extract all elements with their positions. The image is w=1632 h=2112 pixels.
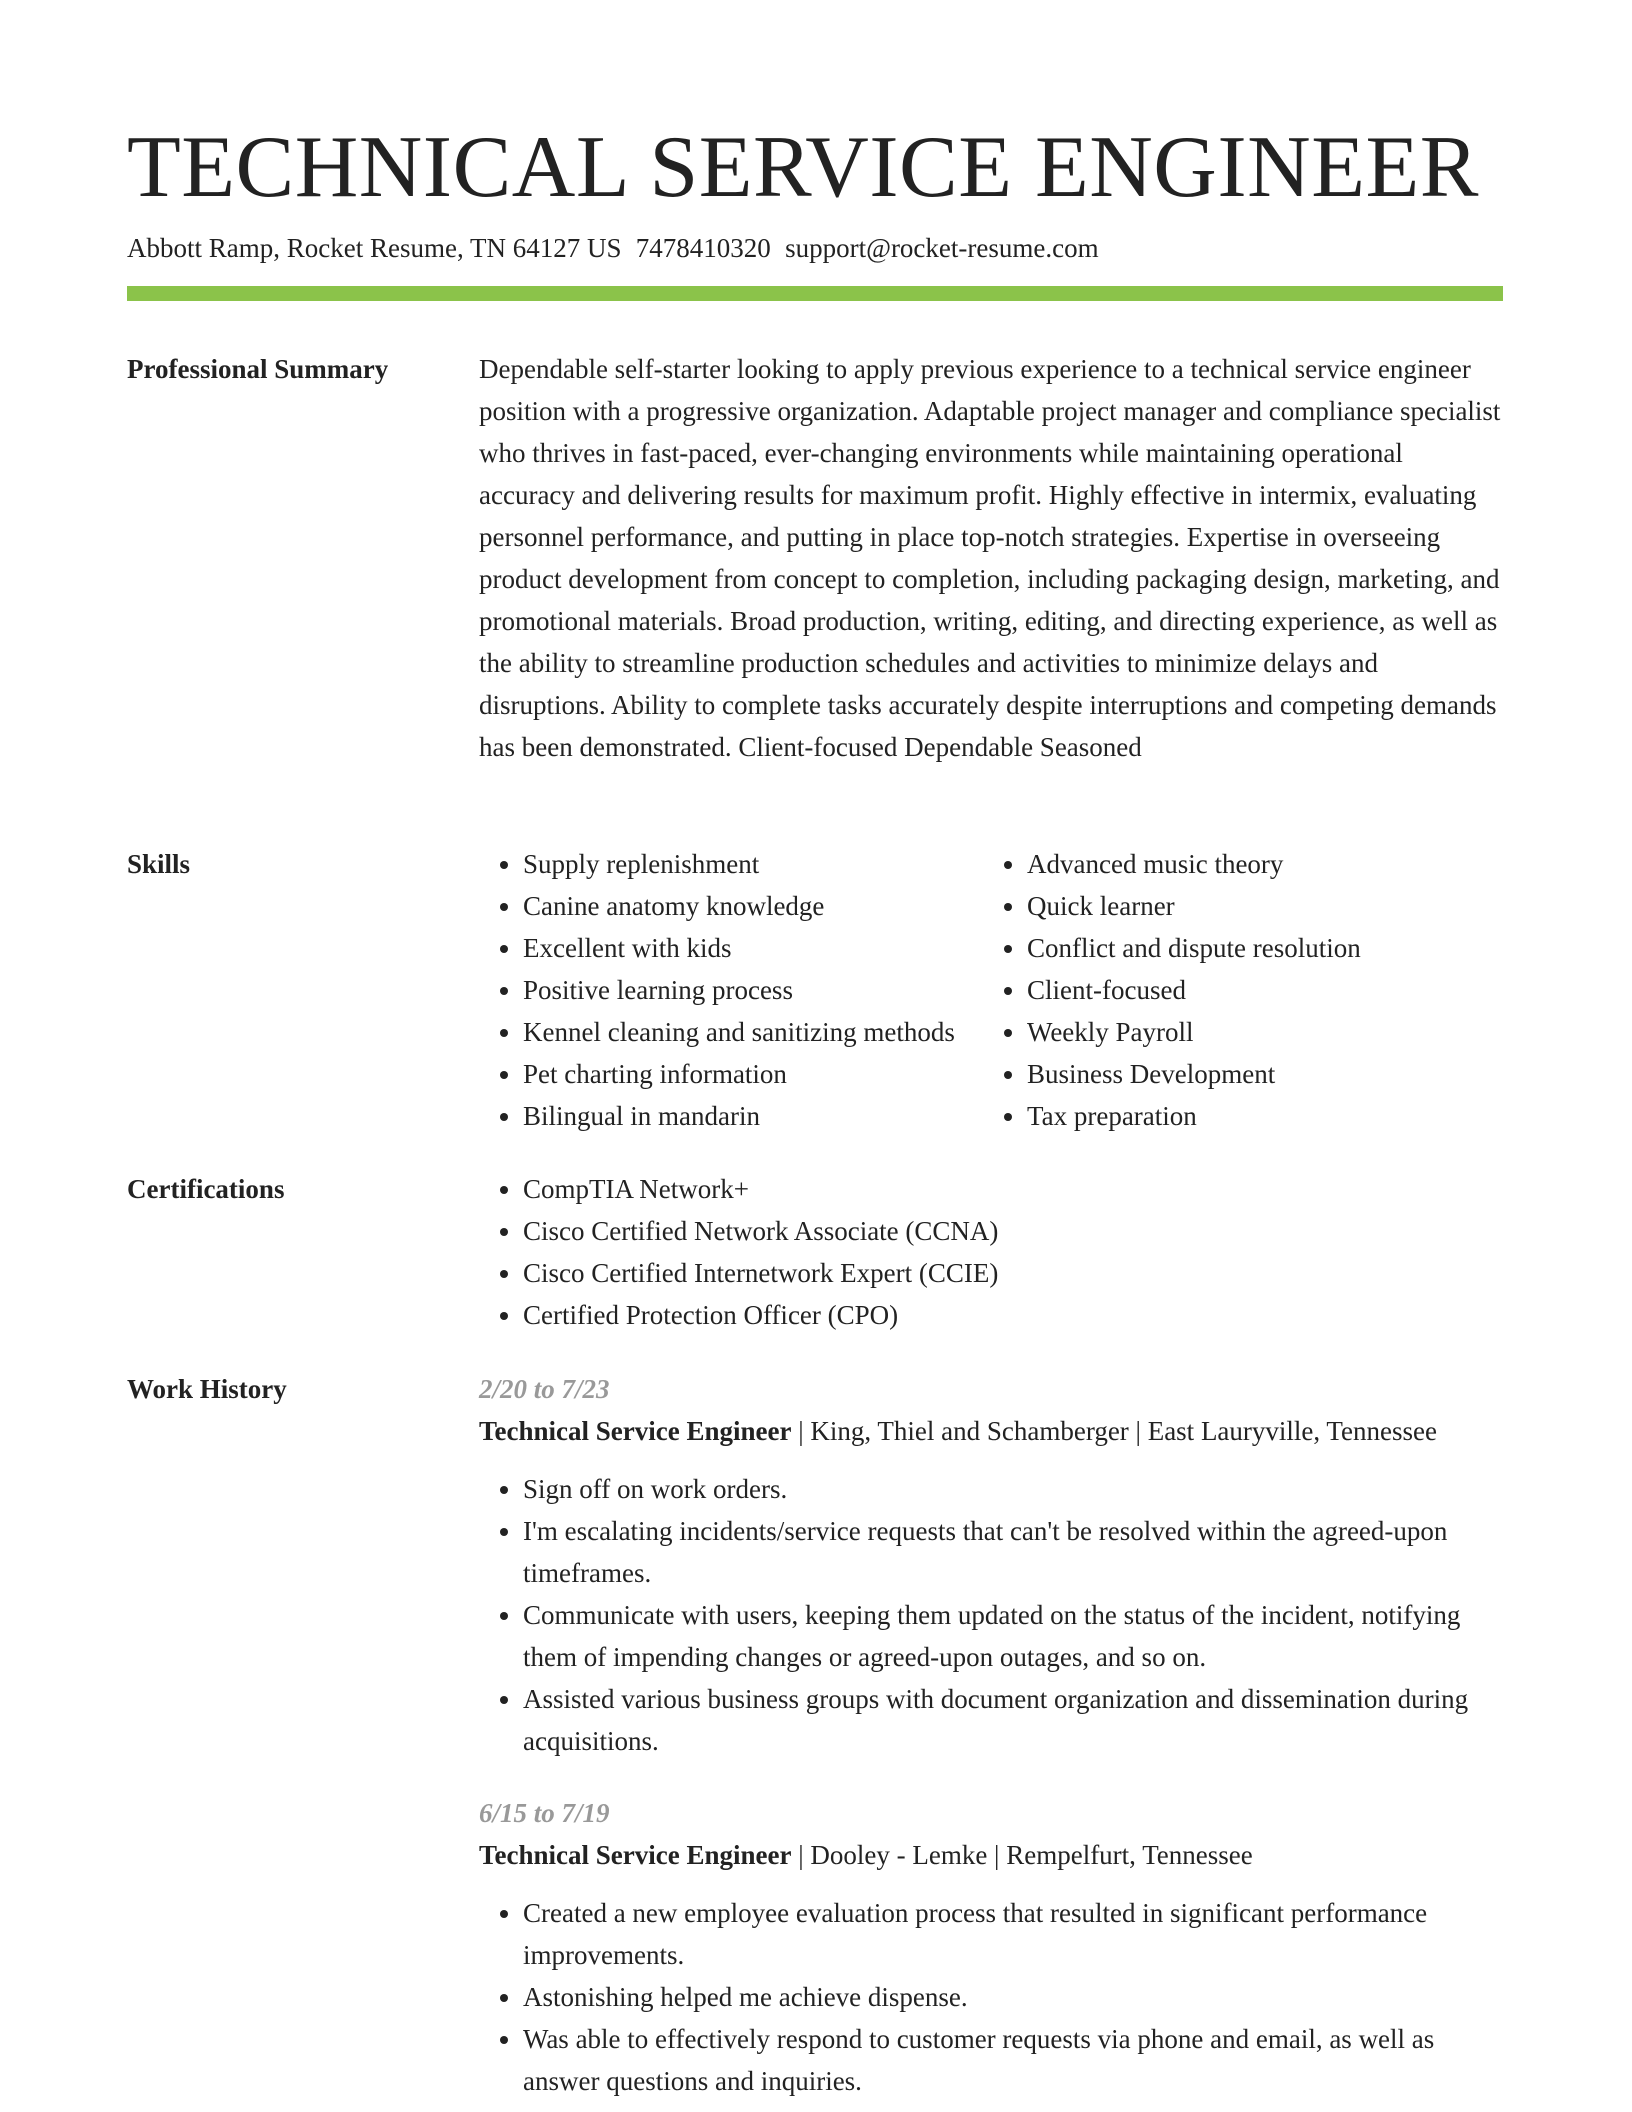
skill-item: • Client-focused bbox=[1027, 969, 1487, 1011]
job-bullets bbox=[479, 1468, 1503, 1762]
skill-item: • Weekly Payroll bbox=[1027, 1011, 1487, 1053]
certification-item: • Certified Protection Officer (CPO) bbox=[523, 1294, 1503, 1336]
job-entry bbox=[479, 1792, 1503, 2102]
summary-text: Dependable self-starter looking to apply previous experience to a technical service engineer position with a progressive organization. Adaptable project manager and compliance specialist who thrives in fast-paced, ever-changing environments while maintaining operational accuracy and delivering results for maximum profit. Highly effective in intermix, evaluating personnel performance, and putting in place top-notch strategies. Expertise in overseeing product development from concept to completion, including packaging design, marketing, and promotional materials. Broad production, writing, editing, and directing experience, as well as the ability to streamline production schedules and activities to minimize delays and disruptions. Ability to complete tasks accurately despite interruptions and competing demands has been demonstrated. Client-focused Dependable Seasoned bbox=[479, 354, 1501, 762]
skills-body bbox=[479, 843, 1503, 1137]
skill-item: • Quick learner bbox=[1027, 885, 1487, 927]
job-bullet: • Sign off on work orders. bbox=[523, 1468, 1503, 1510]
job-bullet: • Was able to effectively respond to customer requests via phone and email, as well as answer questions and inquiries. bbox=[523, 2018, 1503, 2102]
job-title: Technical Service Engineer bbox=[479, 1840, 792, 1870]
skill-item: • Conflict and dispute resolution bbox=[1027, 927, 1487, 969]
job-entry bbox=[479, 1368, 1503, 1762]
summary-heading: Professional Summary bbox=[127, 354, 389, 384]
skills-list-left bbox=[479, 843, 983, 1137]
contact-address: Abbott Ramp, Rocket Resume, TN 64127 US bbox=[127, 233, 622, 263]
certifications-body bbox=[479, 1168, 1503, 1336]
skill-item: • Canine anatomy knowledge bbox=[523, 885, 983, 927]
summary-body bbox=[479, 348, 1503, 768]
header-divider bbox=[127, 286, 1503, 301]
skills-list-right bbox=[983, 843, 1487, 1137]
job-title: Technical Service Engineer bbox=[479, 1416, 792, 1446]
skills-heading: Skills bbox=[127, 849, 191, 879]
certification-item: • CompTIA Network+ bbox=[523, 1168, 1503, 1210]
certification-item: • Cisco Certified Network Associate (CCNA) bbox=[523, 1210, 1503, 1252]
skill-item: • Kennel cleaning and sanitizing methods bbox=[523, 1011, 983, 1053]
skill-item: • Positive learning process bbox=[523, 969, 983, 1011]
skill-item: • Business Development bbox=[1027, 1053, 1487, 1095]
skill-item: • Tax preparation bbox=[1027, 1095, 1487, 1137]
contact-email: support@rocket-resume.com bbox=[785, 233, 1099, 263]
job-bullet: • I'm escalating incidents/service requests that can't be resolved within the agreed-upon timeframes. bbox=[523, 1510, 1503, 1594]
job-bullet: • Astonishing helped me achieve dispense. bbox=[523, 1976, 1503, 2018]
skill-item: • Excellent with kids bbox=[523, 927, 983, 969]
skill-item: • Supply replenishment bbox=[523, 843, 983, 885]
certification-item: • Cisco Certified Internetwork Expert (CCIE) bbox=[523, 1252, 1503, 1294]
job-title-line bbox=[479, 1410, 1503, 1452]
skill-item: • Bilingual in mandarin bbox=[523, 1095, 983, 1137]
job-details: | Dooley - Lemke | Rempelfurt, Tennessee bbox=[798, 1840, 1253, 1870]
job-bullet: • Assisted various business groups with document organization and dissemination during acquisitions. bbox=[523, 1678, 1503, 1762]
certifications-heading: Certifications bbox=[127, 1174, 285, 1204]
resume-title: TECHNICAL SERVICE ENGINEER bbox=[127, 119, 1479, 216]
job-title-line bbox=[479, 1834, 1503, 1876]
job-dates: 6/15 to 7/19 bbox=[479, 1798, 610, 1828]
job-bullets bbox=[479, 1892, 1503, 2102]
contact-phone: 7478410320 bbox=[635, 233, 771, 263]
job-dates: 2/20 to 7/23 bbox=[479, 1374, 610, 1404]
work-history-heading: Work History bbox=[127, 1374, 287, 1404]
job-bullet: • Communicate with users, keeping them updated on the status of the incident, notifying them of impending changes or agreed-upon outages, and so on. bbox=[523, 1594, 1503, 1678]
contact-line bbox=[127, 230, 1099, 266]
skill-item: • Pet charting information bbox=[523, 1053, 983, 1095]
work-history-body bbox=[479, 1368, 1503, 2102]
certifications-list bbox=[479, 1168, 1503, 1336]
job-details: | King, Thiel and Schamberger | East Lauryville, Tennessee bbox=[798, 1416, 1437, 1446]
skill-item: • Advanced music theory bbox=[1027, 843, 1487, 885]
job-bullet: • Created a new employee evaluation process that resulted in significant performance improvements. bbox=[523, 1892, 1503, 1976]
